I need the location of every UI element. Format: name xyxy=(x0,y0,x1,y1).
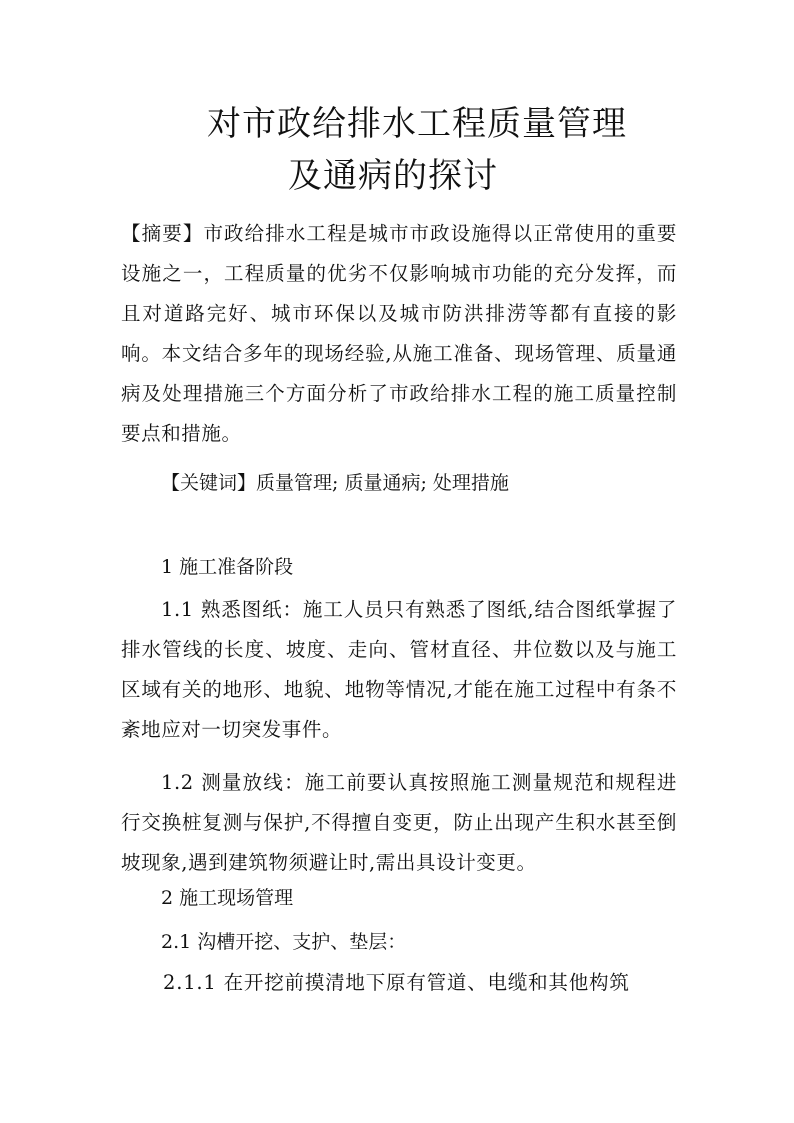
section-1-1-paragraph: 1.1 熟悉图纸：施工人员只有熟悉了图纸,结合图纸掌握了排水管线的长度、坡度、走向、管材直径、井位数以及与施工区域有关的地形、地貌、地物等情况,才能在施工过程中有条不紊地应对一切突发事件。 xyxy=(121,598,677,741)
section-2-heading: 2 施工现场管理 xyxy=(161,887,294,909)
section-2-1-1-paragraph: 2.1.1 在开挖前摸清地下原有管道、电缆和其他构筑 xyxy=(163,971,630,994)
section-1-2-paragraph: 1.2 测量放线：施工前要认真按照施工测量规范和规程进行交换桩复测与保护,不得擅自变更，防止出现产生积水甚至倒坡现象,遇到建筑物须避让时,需出具设计变更。 xyxy=(121,771,677,874)
abstract-paragraph: 【摘要】市政给排水工程是城市市政设施得以正常使用的重要设施之一，工程质量的优劣不仅影响城市功能的充分发挥，而且对道路完好、城市环保以及城市防洪排涝等都有直接的影响。本文结合多年的现场经验,从施工准备、现场管理、质量通病及处理措施三个方面分析了市政给排水工程的施工质量控制要点和措施。 xyxy=(121,222,677,445)
document-title-line-1: 对市政给排水工程质量管理 xyxy=(207,104,627,144)
keywords-line: 【关键词】质量管理; 质量通病; 处理措施 xyxy=(161,472,509,494)
document-title-line-2: 及通病的探讨 xyxy=(288,156,498,196)
section-1-heading: 1 施工准备阶段 xyxy=(161,556,294,578)
section-2-1-heading: 2.1 沟槽开挖、支护、垫层： xyxy=(161,931,407,953)
